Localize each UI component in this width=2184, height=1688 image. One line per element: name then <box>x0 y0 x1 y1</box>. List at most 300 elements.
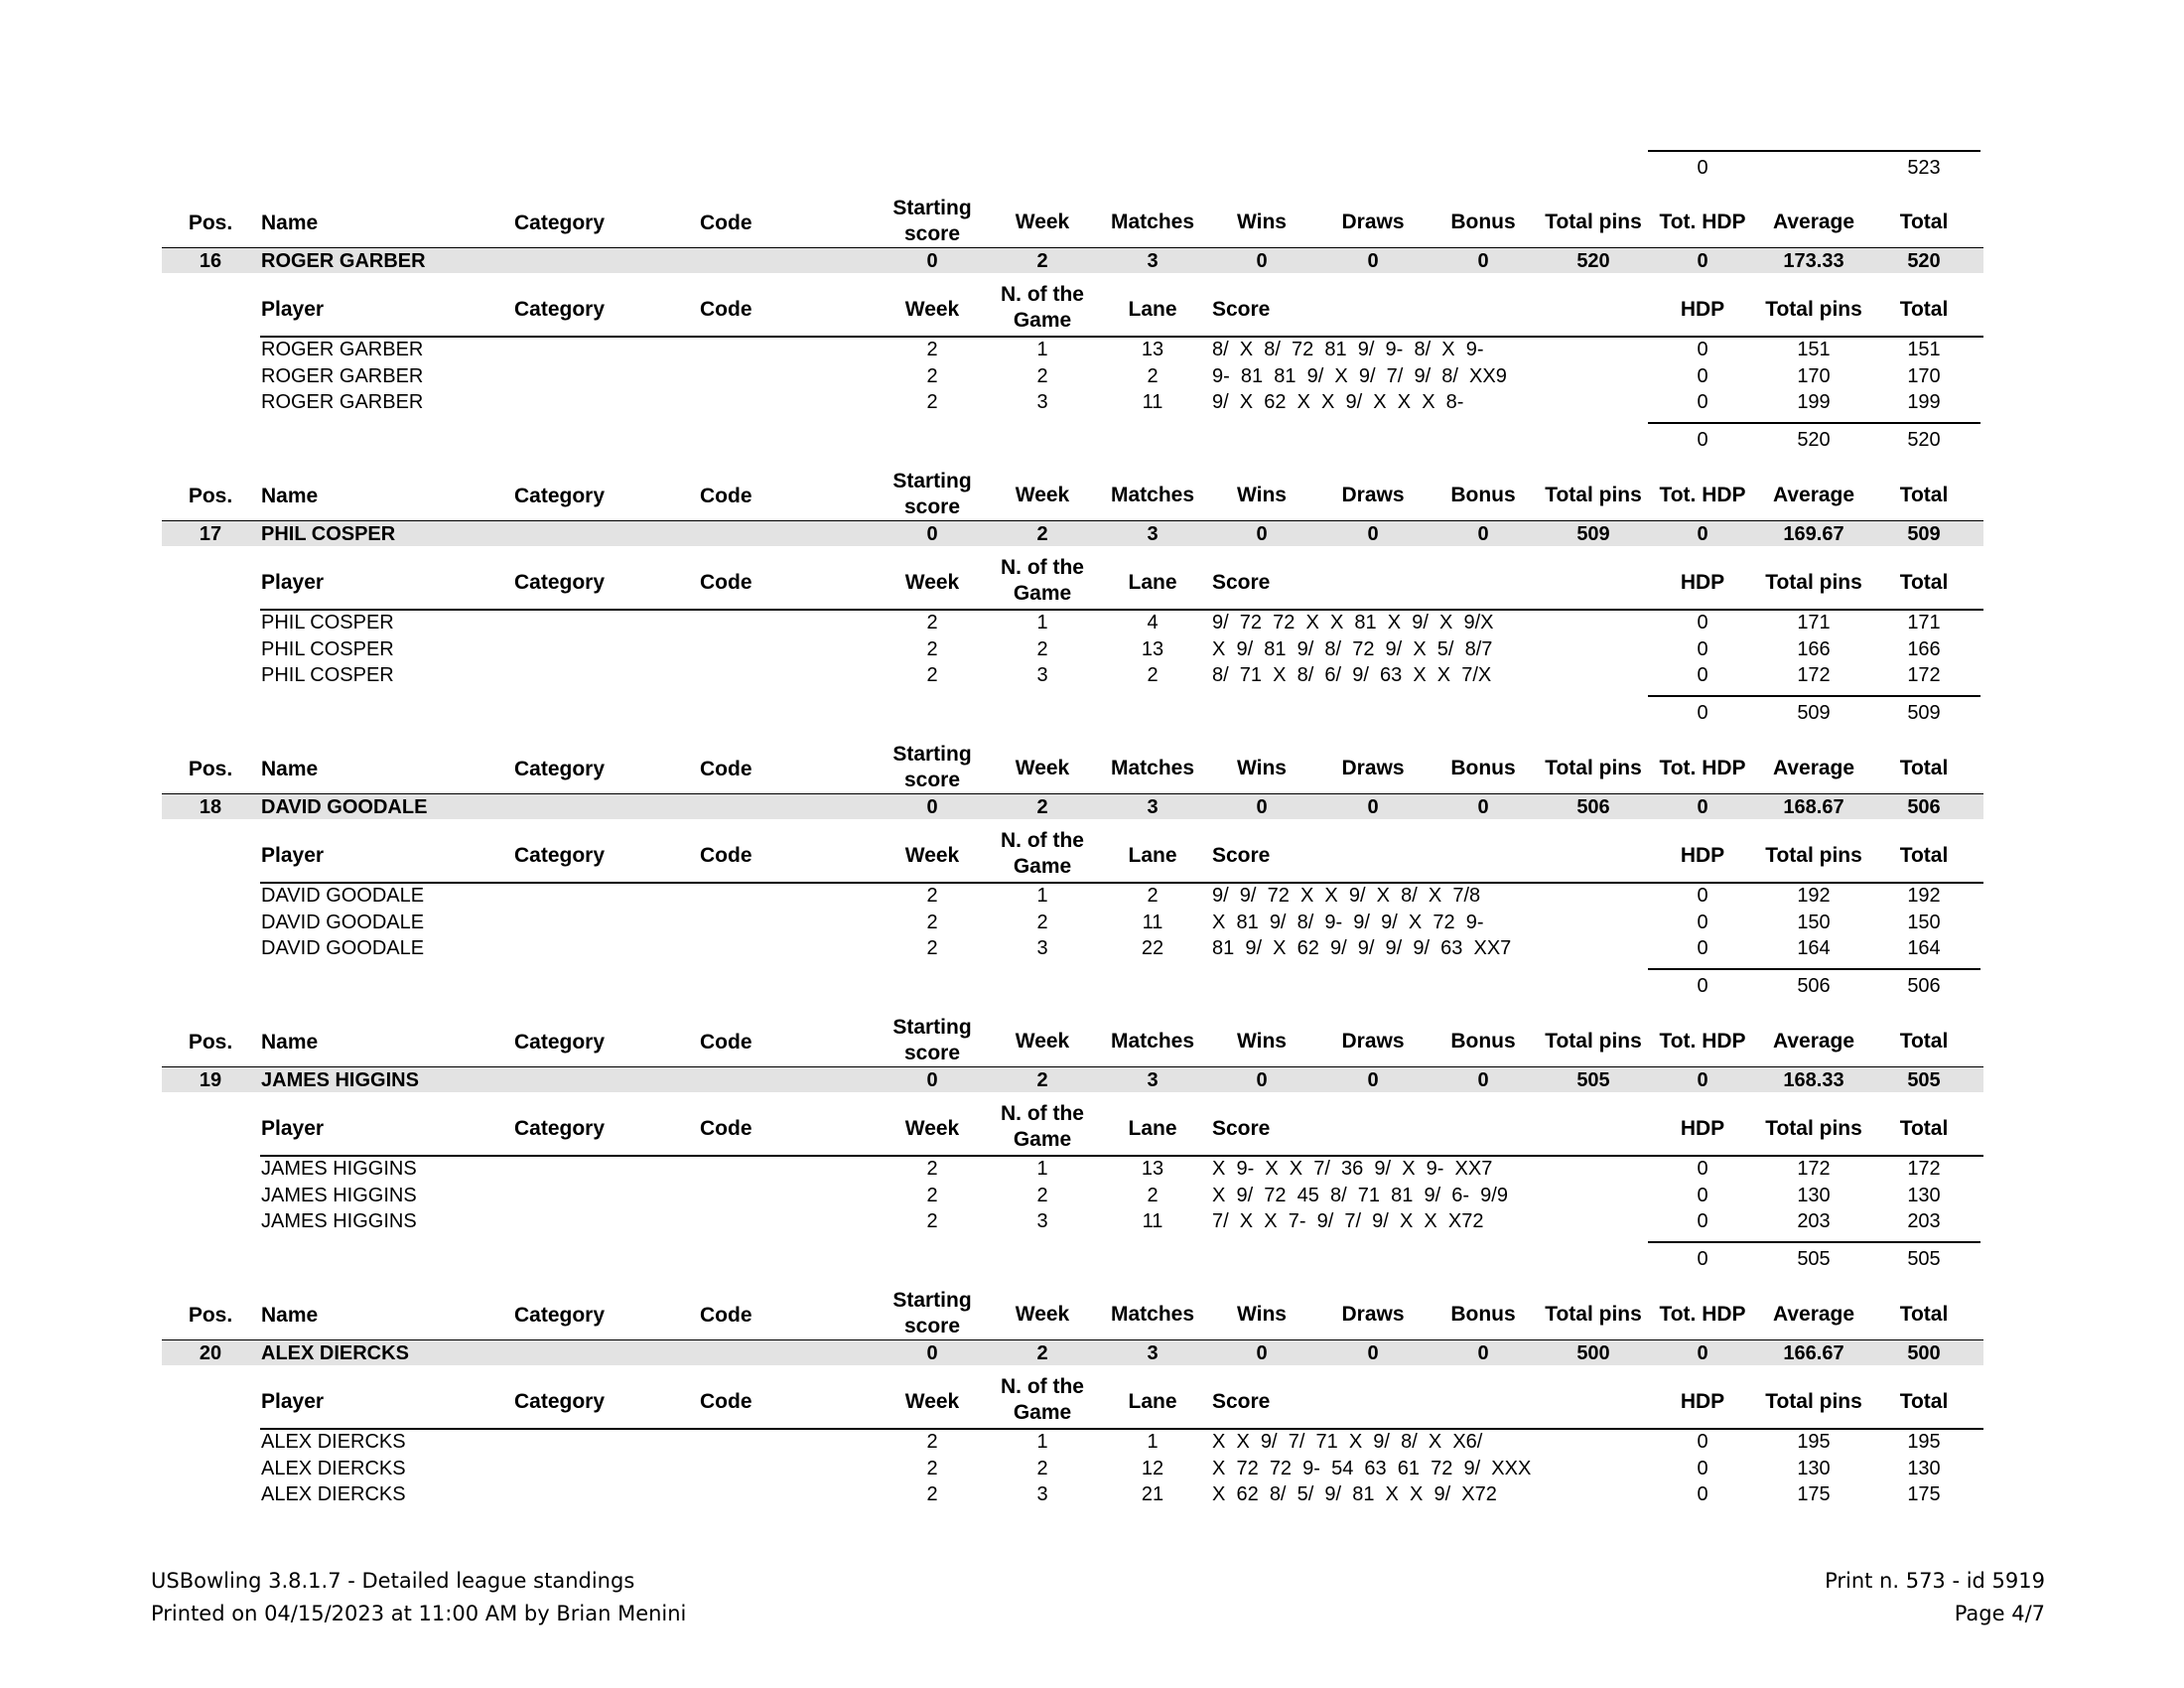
team-draws: 0 <box>1367 796 1379 818</box>
header-pos: Pos. <box>188 485 233 507</box>
team-week: 2 <box>1036 1069 1048 1091</box>
header-name: Name <box>261 758 319 780</box>
game-week: 2 <box>926 664 938 686</box>
subheader-lane: Lane <box>1128 844 1177 867</box>
subheader-code: Code <box>700 1117 752 1140</box>
header-tot-hdp: Tot. HDP <box>1659 1303 1746 1326</box>
header-week: Week <box>1015 1303 1070 1326</box>
team-total: 500 <box>1907 1342 1941 1364</box>
subheader-category: Category <box>514 571 606 594</box>
subheader-game-line1: N. of the <box>1001 556 1084 579</box>
footer-printed-line: Printed on 04/15/2023 at 11:00 AM by Brian Menini <box>151 1602 687 1625</box>
summary-rule <box>1648 422 1980 424</box>
header-category: Category <box>514 1304 606 1327</box>
header-week: Week <box>1015 211 1070 233</box>
team-name: ROGER GARBER <box>261 250 426 272</box>
team-pos: 19 <box>199 1069 222 1091</box>
team-draws: 0 <box>1367 523 1379 545</box>
game-week: 2 <box>926 1483 938 1505</box>
team-matches: 3 <box>1147 796 1159 818</box>
header-name: Name <box>261 211 319 234</box>
subheader-week: Week <box>904 571 960 594</box>
team-bonus: 0 <box>1477 1069 1489 1091</box>
team-matches: 3 <box>1147 1342 1159 1364</box>
game-week: 2 <box>926 937 938 959</box>
header-total: Total <box>1899 757 1949 779</box>
subheader-game-line1: N. of the <box>1001 1375 1084 1398</box>
header-pos: Pos. <box>188 1304 233 1327</box>
game-number: 3 <box>1036 1210 1048 1232</box>
team-pos: 18 <box>199 796 222 818</box>
team-starting-score: 0 <box>926 250 938 272</box>
team-total-pins: 509 <box>1576 523 1610 545</box>
header-tot-hdp: Tot. HDP <box>1659 1030 1746 1053</box>
game-hdp: 0 <box>1697 391 1708 413</box>
team-starting-score: 0 <box>926 523 938 545</box>
subheader-category: Category <box>514 1390 606 1413</box>
header-average: Average <box>1772 757 1855 779</box>
subheader-score: Score <box>1212 571 1271 594</box>
header-wins: Wins <box>1237 1030 1287 1053</box>
game-number: 2 <box>1036 364 1048 387</box>
header-week: Week <box>1015 757 1070 779</box>
game-number: 3 <box>1036 937 1048 959</box>
subheader-game-line2: Game <box>1013 582 1072 605</box>
summary-rule <box>1648 695 1980 697</box>
header-pos: Pos. <box>188 1031 233 1054</box>
game-week: 2 <box>926 1158 938 1180</box>
subheader-week: Week <box>904 1390 960 1413</box>
team-bonus: 0 <box>1477 523 1489 545</box>
summary-total: 505 <box>1907 1248 1941 1270</box>
game-hdp: 0 <box>1697 1184 1708 1206</box>
team-summary-band <box>162 521 1983 546</box>
summary-hdp: 0 <box>1697 157 1708 179</box>
game-total-pins: 170 <box>1797 364 1831 387</box>
game-hdp: 0 <box>1697 1431 1708 1453</box>
subheader-week: Week <box>904 1117 960 1140</box>
subheader-code: Code <box>700 1390 752 1413</box>
game-total: 170 <box>1907 364 1941 387</box>
team-total: 505 <box>1907 1069 1941 1091</box>
header-tot-hdp: Tot. HDP <box>1659 484 1746 506</box>
game-player: PHIL COSPER <box>261 664 394 686</box>
game-lane: 11 <box>1142 911 1163 933</box>
subheader-score: Score <box>1212 1390 1271 1413</box>
header-wins: Wins <box>1237 1303 1287 1326</box>
game-total-pins: 172 <box>1797 1158 1831 1180</box>
game-total: 192 <box>1907 885 1941 907</box>
header-starting-line1: Starting <box>892 1016 972 1039</box>
team-total-pins: 505 <box>1576 1069 1610 1091</box>
subheader-category: Category <box>514 298 606 321</box>
game-score-frames: X 62 8/ 5/ 9/ 81 X X 9/ X72 <box>1212 1483 1497 1505</box>
header-starting-line2: score <box>903 769 961 791</box>
header-bonus: Bonus <box>1450 484 1516 506</box>
team-week: 2 <box>1036 796 1048 818</box>
header-starting-line1: Starting <box>892 470 972 492</box>
game-player: JAMES HIGGINS <box>261 1158 417 1180</box>
footer-print-id: Print n. 573 - id 5919 <box>1825 1569 2045 1593</box>
subheader-total: Total <box>1899 571 1949 594</box>
game-score-frames: 9/ X 62 X X 9/ X X X 8- <box>1212 391 1464 413</box>
game-number: 1 <box>1036 612 1048 633</box>
summary-rule <box>1648 968 1980 970</box>
game-hdp: 0 <box>1697 1210 1708 1232</box>
game-hdp: 0 <box>1697 637 1708 660</box>
team-starting-score: 0 <box>926 796 938 818</box>
game-lane: 11 <box>1142 1210 1163 1232</box>
team-summary-band <box>162 1340 1983 1365</box>
header-draws: Draws <box>1341 484 1405 506</box>
game-player: JAMES HIGGINS <box>261 1184 417 1206</box>
team-bonus: 0 <box>1477 1342 1489 1364</box>
subheader-code: Code <box>700 844 752 867</box>
game-lane: 1 <box>1147 1431 1159 1453</box>
team-name: ALEX DIERCKS <box>261 1342 409 1364</box>
header-code: Code <box>700 1031 752 1054</box>
team-week: 2 <box>1036 523 1048 545</box>
summary-total-pins: 520 <box>1797 429 1831 451</box>
game-score-frames: 9/ 9/ 72 X X 9/ X 8/ X 7/8 <box>1212 885 1481 907</box>
game-total: 171 <box>1907 612 1941 633</box>
subheader-score: Score <box>1212 298 1271 321</box>
team-name: DAVID GOODALE <box>261 796 428 818</box>
team-bonus: 0 <box>1477 796 1489 818</box>
game-player: DAVID GOODALE <box>261 885 425 907</box>
subheader-score: Score <box>1212 1117 1271 1140</box>
subheader-total-pins: Total pins <box>1765 1390 1862 1413</box>
header-starting-line2: score <box>903 222 961 245</box>
game-total-pins: 175 <box>1797 1483 1831 1505</box>
game-number: 3 <box>1036 664 1048 686</box>
team-pos: 16 <box>199 250 222 272</box>
header-pos: Pos. <box>188 758 233 780</box>
header-total-pins: Total pins <box>1545 484 1642 506</box>
subheader-code: Code <box>700 571 752 594</box>
game-hdp: 0 <box>1697 664 1708 686</box>
game-total: 130 <box>1907 1457 1941 1479</box>
team-bonus: 0 <box>1477 250 1489 272</box>
game-total-pins: 203 <box>1797 1210 1831 1232</box>
subheader-total-pins: Total pins <box>1765 844 1862 867</box>
subheader-hdp: HDP <box>1680 571 1725 594</box>
game-score-frames: X 9/ 81 9/ 8/ 72 9/ X 5/ 8/7 <box>1212 637 1493 660</box>
subheader-category: Category <box>514 1117 606 1140</box>
header-week: Week <box>1015 484 1070 506</box>
game-week: 2 <box>926 1457 938 1479</box>
subheader-week: Week <box>904 298 960 321</box>
subheader-hdp: HDP <box>1680 298 1725 321</box>
team-name: PHIL COSPER <box>261 523 396 545</box>
header-draws: Draws <box>1341 1030 1405 1053</box>
subheader-game-line1: N. of the <box>1001 829 1084 852</box>
header-code: Code <box>700 485 752 507</box>
team-draws: 0 <box>1367 250 1379 272</box>
game-hdp: 0 <box>1697 911 1708 933</box>
subheader-player: Player <box>261 571 325 594</box>
header-wins: Wins <box>1237 211 1287 233</box>
footer-app-line: USBowling 3.8.1.7 - Detailed league standings <box>151 1569 635 1593</box>
subheader-total: Total <box>1899 1117 1949 1140</box>
team-tot-hdp: 0 <box>1697 1342 1708 1364</box>
header-tot-hdp: Tot. HDP <box>1659 757 1746 779</box>
header-starting-line2: score <box>903 1042 961 1064</box>
game-week: 2 <box>926 339 938 360</box>
team-starting-score: 0 <box>926 1069 938 1091</box>
team-pos: 17 <box>199 523 222 545</box>
team-matches: 3 <box>1147 250 1159 272</box>
team-total: 520 <box>1907 250 1941 272</box>
team-draws: 0 <box>1367 1342 1379 1364</box>
subheader-total-pins: Total pins <box>1765 571 1862 594</box>
header-code: Code <box>700 1304 752 1327</box>
game-total-pins: 164 <box>1797 937 1831 959</box>
game-week: 2 <box>926 612 938 633</box>
subheader-game-line1: N. of the <box>1001 1102 1084 1125</box>
header-starting-line1: Starting <box>892 197 972 219</box>
header-name: Name <box>261 1304 319 1327</box>
header-total-pins: Total pins <box>1545 211 1642 233</box>
game-week: 2 <box>926 1210 938 1232</box>
game-hdp: 0 <box>1697 339 1708 360</box>
header-total: Total <box>1899 1030 1949 1053</box>
game-player: ROGER GARBER <box>261 339 424 360</box>
game-number: 2 <box>1036 911 1048 933</box>
header-bonus: Bonus <box>1450 1303 1516 1326</box>
game-score-frames: 81 9/ X 62 9/ 9/ 9/ 9/ 63 XX7 <box>1212 937 1512 959</box>
subheader-game-line2: Game <box>1013 855 1072 878</box>
subheader-code: Code <box>700 298 752 321</box>
game-week: 2 <box>926 885 938 907</box>
summary-hdp: 0 <box>1697 975 1708 997</box>
subheader-lane: Lane <box>1128 1117 1177 1140</box>
subheader-lane: Lane <box>1128 1390 1177 1413</box>
header-total-pins: Total pins <box>1545 1303 1642 1326</box>
summary-hdp: 0 <box>1697 1248 1708 1270</box>
game-week: 2 <box>926 391 938 413</box>
header-starting-line2: score <box>903 1315 961 1337</box>
game-lane: 13 <box>1141 339 1164 360</box>
header-matches: Matches <box>1110 484 1195 506</box>
team-wins: 0 <box>1256 250 1268 272</box>
header-average: Average <box>1772 211 1855 233</box>
game-number: 1 <box>1036 1158 1048 1180</box>
team-tot-hdp: 0 <box>1697 796 1708 818</box>
game-total-pins: 151 <box>1797 339 1831 360</box>
header-name: Name <box>261 1031 319 1054</box>
game-total: 172 <box>1907 664 1941 686</box>
team-tot-hdp: 0 <box>1697 1069 1708 1091</box>
game-total-pins: 195 <box>1797 1431 1831 1453</box>
team-average: 168.67 <box>1783 796 1844 818</box>
game-number: 2 <box>1036 637 1048 660</box>
header-total: Total <box>1899 1303 1949 1326</box>
footer-page-number: Page 4/7 <box>1954 1602 2045 1625</box>
game-number: 2 <box>1036 1184 1048 1206</box>
team-wins: 0 <box>1256 1069 1268 1091</box>
header-matches: Matches <box>1110 1303 1195 1326</box>
game-week: 2 <box>926 364 938 387</box>
header-draws: Draws <box>1341 211 1405 233</box>
header-draws: Draws <box>1341 1303 1405 1326</box>
subheader-game-line2: Game <box>1013 1401 1072 1424</box>
summary-hdp: 0 <box>1697 429 1708 451</box>
subheader-player: Player <box>261 298 325 321</box>
game-hdp: 0 <box>1697 364 1708 387</box>
summary-total: 520 <box>1907 429 1941 451</box>
header-category: Category <box>514 485 606 507</box>
team-summary-band <box>162 794 1983 819</box>
subheader-player: Player <box>261 844 325 867</box>
game-week: 2 <box>926 637 938 660</box>
team-matches: 3 <box>1147 1069 1159 1091</box>
team-total-pins: 500 <box>1576 1342 1610 1364</box>
game-week: 2 <box>926 911 938 933</box>
header-starting-line2: score <box>903 495 961 518</box>
game-total: 199 <box>1907 391 1941 413</box>
subheader-category: Category <box>514 844 606 867</box>
game-number: 1 <box>1036 1431 1048 1453</box>
header-starting-line1: Starting <box>892 1289 972 1312</box>
game-hdp: 0 <box>1697 885 1708 907</box>
game-score-frames: X 9/ 72 45 8/ 71 81 9/ 6- 9/9 <box>1212 1184 1508 1206</box>
header-total-pins: Total pins <box>1545 757 1642 779</box>
team-total-pins: 520 <box>1576 250 1610 272</box>
game-player: ALEX DIERCKS <box>261 1431 406 1453</box>
game-week: 2 <box>926 1431 938 1453</box>
game-score-frames: X 72 72 9- 54 63 61 72 9/ XXX <box>1212 1457 1532 1479</box>
subheader-score: Score <box>1212 844 1271 867</box>
game-total-pins: 166 <box>1797 637 1831 660</box>
game-lane: 22 <box>1141 937 1164 959</box>
header-draws: Draws <box>1341 757 1405 779</box>
team-total: 509 <box>1907 523 1941 545</box>
subheader-total-pins: Total pins <box>1765 298 1862 321</box>
game-total-pins: 150 <box>1797 911 1831 933</box>
subheader-total-pins: Total pins <box>1765 1117 1862 1140</box>
game-player: ALEX DIERCKS <box>261 1483 406 1505</box>
header-pos: Pos. <box>188 211 233 234</box>
game-player: ROGER GARBER <box>261 364 424 387</box>
team-summary-band <box>162 248 1983 273</box>
team-draws: 0 <box>1367 1069 1379 1091</box>
subheader-hdp: HDP <box>1680 1390 1725 1413</box>
team-starting-score: 0 <box>926 1342 938 1364</box>
subheader-player: Player <box>261 1390 325 1413</box>
game-hdp: 0 <box>1697 1457 1708 1479</box>
header-category: Category <box>514 758 606 780</box>
header-matches: Matches <box>1110 757 1195 779</box>
summary-total: 523 <box>1907 157 1941 179</box>
game-lane: 13 <box>1141 637 1164 660</box>
header-tot-hdp: Tot. HDP <box>1659 211 1746 233</box>
game-total-pins: 130 <box>1797 1457 1831 1479</box>
game-total-pins: 192 <box>1797 885 1831 907</box>
team-tot-hdp: 0 <box>1697 523 1708 545</box>
game-number: 1 <box>1036 885 1048 907</box>
game-score-frames: X X 9/ 7/ 71 X 9/ 8/ X X6/ <box>1212 1431 1483 1453</box>
team-average: 173.33 <box>1783 250 1844 272</box>
game-player: ROGER GARBER <box>261 391 424 413</box>
game-hdp: 0 <box>1697 612 1708 633</box>
game-player: DAVID GOODALE <box>261 937 425 959</box>
game-lane: 2 <box>1147 664 1159 686</box>
team-summary-band <box>162 1067 1983 1092</box>
game-total: 164 <box>1907 937 1941 959</box>
subheader-total: Total <box>1899 1390 1949 1413</box>
header-average: Average <box>1772 1030 1855 1053</box>
header-wins: Wins <box>1237 757 1287 779</box>
team-tot-hdp: 0 <box>1697 250 1708 272</box>
game-total-pins: 130 <box>1797 1184 1831 1206</box>
game-score-frames: 9/ 72 72 X X 81 X 9/ X 9/X <box>1212 612 1494 633</box>
game-lane: 12 <box>1141 1457 1164 1479</box>
header-code: Code <box>700 211 752 234</box>
game-total-pins: 172 <box>1797 664 1831 686</box>
game-number: 2 <box>1036 1457 1048 1479</box>
subheader-rule <box>260 1155 1983 1157</box>
team-matches: 3 <box>1147 523 1159 545</box>
header-category: Category <box>514 1031 606 1054</box>
game-score-frames: X 81 9/ 8/ 9- 9/ 9/ X 72 9- <box>1212 911 1484 933</box>
header-bonus: Bonus <box>1450 211 1516 233</box>
game-total: 175 <box>1907 1483 1941 1505</box>
subheader-lane: Lane <box>1128 298 1177 321</box>
header-total: Total <box>1899 211 1949 233</box>
game-score-frames: 7/ X X 7- 9/ 7/ 9/ X X X72 <box>1212 1210 1484 1232</box>
game-score-frames: 9- 81 81 9/ X 9/ 7/ 9/ 8/ XX9 <box>1212 364 1507 387</box>
game-score-frames: 8/ 71 X 8/ 6/ 9/ 63 X X 7/X <box>1212 664 1492 686</box>
game-lane: 13 <box>1141 1158 1164 1180</box>
game-hdp: 0 <box>1697 1483 1708 1505</box>
game-lane: 11 <box>1142 391 1163 413</box>
game-lane: 4 <box>1147 612 1159 633</box>
game-number: 3 <box>1036 1483 1048 1505</box>
summary-hdp: 0 <box>1697 702 1708 724</box>
game-hdp: 0 <box>1697 1158 1708 1180</box>
header-name: Name <box>261 485 319 507</box>
header-category: Category <box>514 211 606 234</box>
game-score-frames: X 9- X X 7/ 36 9/ X 9- XX7 <box>1212 1158 1493 1180</box>
team-week: 2 <box>1036 250 1048 272</box>
game-score-frames: 8/ X 8/ 72 81 9/ 9- 8/ X 9- <box>1212 339 1484 360</box>
game-total-pins: 199 <box>1797 391 1831 413</box>
team-average: 168.33 <box>1783 1069 1844 1091</box>
header-total-pins: Total pins <box>1545 1030 1642 1053</box>
subheader-hdp: HDP <box>1680 1117 1725 1140</box>
subheader-rule <box>260 882 1983 884</box>
header-matches: Matches <box>1110 211 1195 233</box>
subheader-rule <box>260 1428 1983 1430</box>
game-number: 3 <box>1036 391 1048 413</box>
team-wins: 0 <box>1256 796 1268 818</box>
subheader-game-line2: Game <box>1013 309 1072 332</box>
subheader-game-line1: N. of the <box>1001 283 1084 306</box>
team-wins: 0 <box>1256 523 1268 545</box>
team-pos: 20 <box>199 1342 222 1364</box>
header-average: Average <box>1772 1303 1855 1326</box>
game-week: 2 <box>926 1184 938 1206</box>
subheader-rule <box>260 336 1983 338</box>
game-total: 203 <box>1907 1210 1941 1232</box>
summary-rule <box>1648 150 1980 152</box>
subheader-total: Total <box>1899 844 1949 867</box>
header-total: Total <box>1899 484 1949 506</box>
team-average: 169.67 <box>1783 523 1844 545</box>
game-lane: 2 <box>1147 364 1159 387</box>
header-wins: Wins <box>1237 484 1287 506</box>
